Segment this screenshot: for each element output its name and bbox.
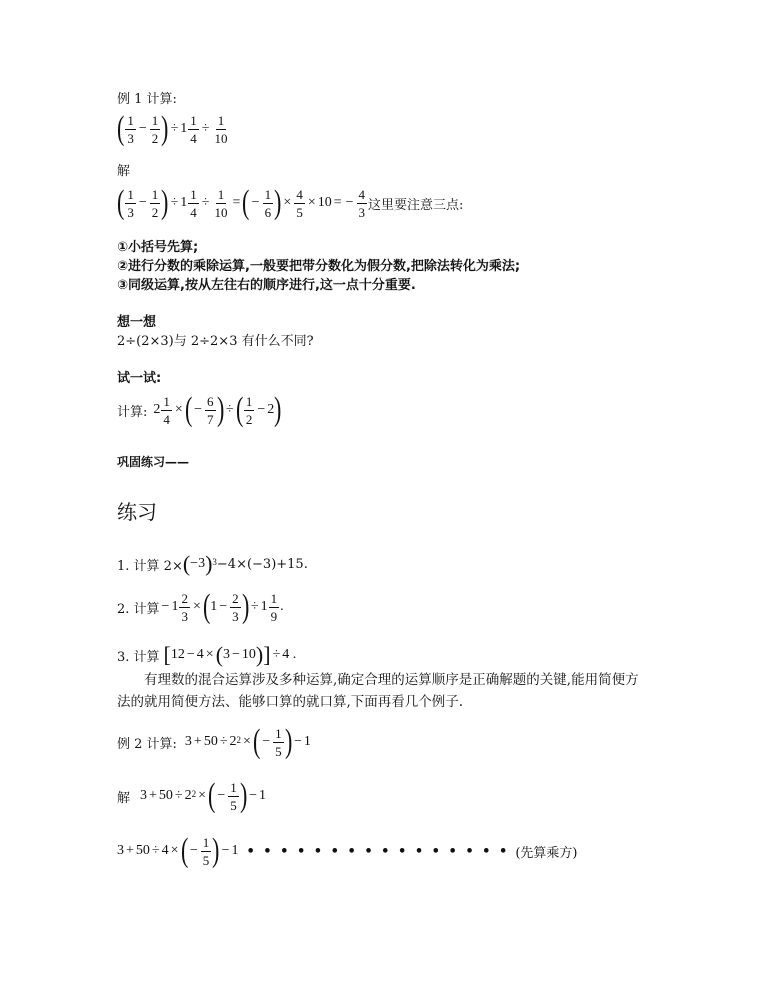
think-question: 2÷(2×3)与 2÷2×3 有什么不同? (117, 334, 314, 349)
q2-prefix: 2. 计算 (117, 601, 160, 617)
practice-question-3: 3. 计算 [ 12 − 4 × ( 3 − 10 ) ] ÷ 4 . (117, 642, 297, 667)
example2-expression: 例 2 计算: 3 + 50 ÷ 2 $^2$ × ( − $\frac{1}{5}$ ) − 1 (117, 723, 311, 760)
q1-suffix: −4×(−3)+15. (216, 556, 308, 572)
q1-prefix: 1. 计算 2× (117, 558, 183, 574)
example2-heading: 例 2 计算: (117, 736, 177, 752)
try-expression: 计算: 2 $\frac{1}{4}$ × ( − $\frac{6}{7}$ ) ÷ ( $\frac{1}{2}$ − 2 ) (117, 391, 282, 428)
example1-point-2: ②进行分数的乘除运算,一般要把带分数化为假分数,把除法转化为乘法; (117, 259, 521, 274)
practice-title: 练习 (117, 500, 157, 524)
think-heading: 想一想 (117, 315, 157, 330)
example1-heading (117, 88, 177, 107)
q3-prefix: 3. 计算 (117, 649, 160, 665)
practice-question-1: 1. 计算 2× ( −3 ) $^3$ −4×(−3)+15. (117, 551, 308, 576)
example2-note: (先算乘方) (515, 845, 578, 861)
example1-solution-label (117, 160, 130, 179)
example1-tail: 这里要注意三点: (368, 197, 464, 213)
example2-solution-label: 解 (117, 790, 131, 806)
example2-solution: 解 3 + 50 ÷ 2 $^2$ × ( − $\frac{1}{5}$ ) − 1 (117, 777, 266, 814)
try-label: 计算: (117, 404, 148, 420)
example1-solution-expression: ( $\frac{1}{3}$ − $\frac{1}{2}$ ) ÷ 1 $\frac{1}{4}$ ÷ $\frac{1}{10}$ = ( − $\frac{1}{6}$ ) × $\frac{4}{5}$ × 10 = − $\frac{4}{3}$ 这里要注意三点: (116, 184, 464, 221)
example1-heading-text: 例 1 计算: (117, 92, 177, 107)
try-heading: 试一试: (117, 371, 162, 386)
practice-question-2: 2. 计算 − 1 $\frac{2}{3}$ × ( 1 − $\frac{2}{3}$ ) ÷ 1 $\frac{1}{9}$ . (117, 588, 284, 625)
consolidate-heading: 巩固练习—— (117, 455, 190, 469)
solution-label-text: 解 (117, 164, 131, 179)
example1-point-3: ③同级运算,按从左往右的顺序进行,这一点十分重要. (117, 278, 416, 293)
example2-dots: • • • • • • • • • • • • • • • • (246, 843, 510, 859)
example1-point-1: ①小括号先算; (117, 240, 199, 255)
paragraph: 有理数的混合运算涉及多种运算,确定合理的运算顺序是正确解题的关键,能用简便方法的就用简便方法、能够口算的就口算,下面再看几个例子. (117, 672, 639, 710)
example1-expression: ( $\frac{1}{3}$ − $\frac{1}{2}$ ) ÷ 1 $\frac{1}{4}$ ÷ $\frac{1}{10}$ (116, 110, 228, 147)
example2-step: 3 + 50 ÷ 4 × ( − $\frac{1}{5}$ ) − 1 • • • • • • • • • • • • • • • • (先算乘方) (117, 832, 578, 869)
